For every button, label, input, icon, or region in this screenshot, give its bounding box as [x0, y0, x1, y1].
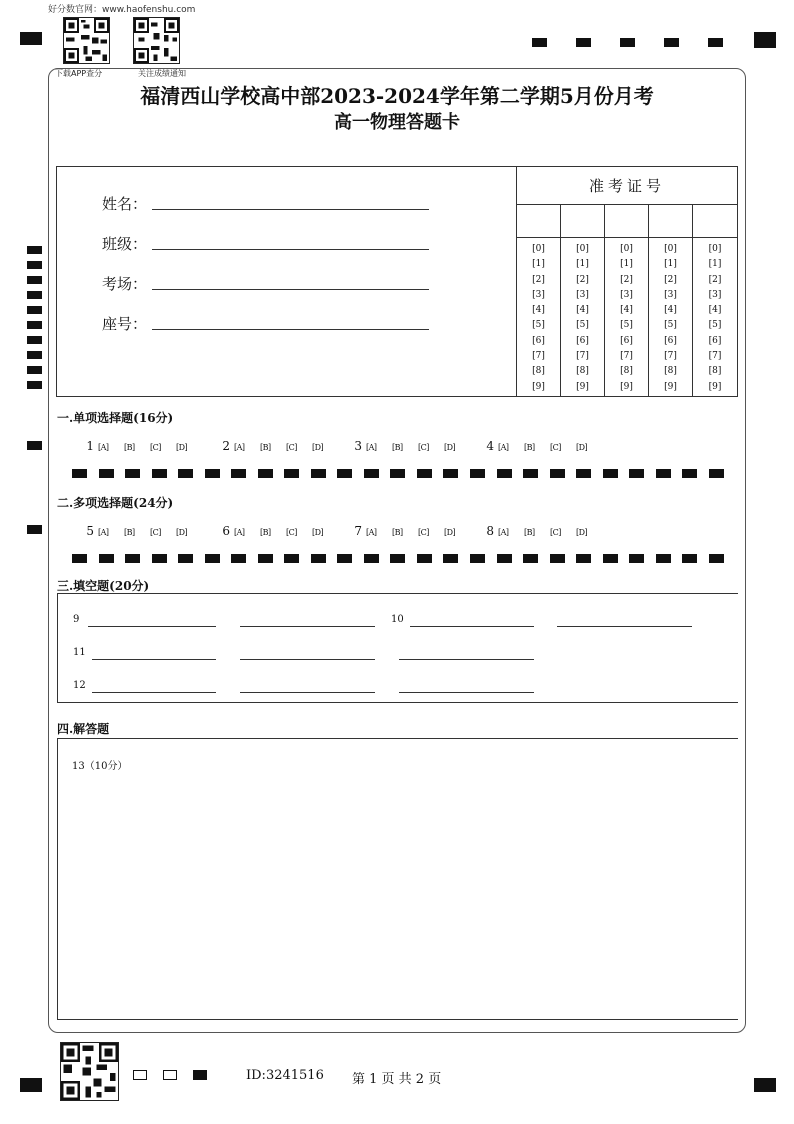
digit-bubble[interactable]: [1] — [620, 259, 633, 270]
student-info-box — [56, 166, 738, 397]
option-bubble[interactable]: [A] — [98, 528, 109, 537]
answer-line[interactable] — [410, 626, 534, 627]
digit-bubble[interactable]: [2] — [664, 274, 677, 285]
digit-bubble[interactable]: [3] — [664, 289, 677, 300]
timing-mark — [603, 554, 618, 563]
option-bubble[interactable]: [A] — [234, 528, 245, 537]
timing-mark — [443, 554, 458, 563]
corner-mark-bottom-right — [754, 1078, 776, 1092]
timing-mark — [284, 469, 299, 478]
exam-room-label: 考场： — [102, 275, 148, 293]
question-number: 6 — [222, 524, 230, 538]
digit-bubble[interactable]: [8] — [708, 366, 722, 377]
option-bubble[interactable]: [B] — [524, 528, 535, 537]
timing-mark — [523, 554, 538, 563]
digit-bubble[interactable]: [3] — [708, 289, 722, 300]
timing-mark — [205, 554, 220, 563]
digit-bubble[interactable]: [2] — [620, 274, 633, 285]
digit-bubble[interactable]: [0] — [664, 244, 677, 254]
timing-mark — [125, 554, 140, 563]
timing-mark — [709, 554, 724, 563]
option-bubble[interactable]: [D] — [176, 528, 188, 537]
option-bubble[interactable]: [B] — [260, 443, 271, 452]
option-bubble[interactable]: [A] — [498, 443, 509, 452]
answer-line[interactable] — [88, 626, 216, 627]
option-bubble[interactable]: [C] — [550, 443, 561, 452]
question-number: 9 — [73, 614, 80, 625]
timing-mark — [99, 554, 114, 563]
timing-mark — [708, 38, 723, 47]
digit-bubble[interactable]: [9] — [576, 381, 589, 392]
answer-line[interactable] — [557, 626, 692, 627]
website-text: 好分数官网：www.haofenshu.com — [48, 5, 196, 15]
option-bubble[interactable]: [C] — [418, 528, 429, 537]
timing-mark — [532, 38, 547, 47]
timing-mark — [72, 554, 87, 563]
digit-bubble[interactable]: [2] — [532, 274, 545, 285]
timing-mark — [497, 469, 512, 478]
exam-number-column[interactable] — [561, 205, 605, 396]
question-label: 13（10分） — [72, 761, 128, 772]
option-bubble[interactable]: [D] — [576, 443, 588, 452]
digit-bubble[interactable]: [1] — [576, 259, 589, 270]
option-bubble[interactable]: [D] — [176, 443, 188, 452]
exam-number-column[interactable] — [649, 205, 693, 396]
timing-mark — [72, 469, 87, 478]
digit-bubbles[interactable] — [693, 242, 737, 395]
timing-mark — [284, 554, 299, 563]
option-bubble[interactable]: [D] — [444, 443, 456, 452]
answer-line[interactable] — [92, 692, 216, 693]
question-number: 8 — [486, 524, 494, 538]
option-bubble[interactable]: [B] — [124, 528, 135, 537]
digit-bubble[interactable]: [7] — [576, 351, 589, 362]
timing-mark — [709, 469, 724, 478]
digit-bubble[interactable]: [8] — [576, 366, 589, 377]
digit-bubble[interactable]: [6] — [576, 335, 589, 346]
page-marker-filled — [193, 1070, 207, 1080]
timing-mark — [523, 469, 538, 478]
class-field[interactable] — [152, 249, 429, 250]
choice-question — [80, 524, 202, 538]
digit-bubble[interactable]: [5] — [576, 320, 589, 331]
digit-bubbles[interactable] — [517, 242, 560, 395]
timing-mark — [364, 554, 379, 563]
timing-mark — [311, 469, 326, 478]
timing-mark — [364, 469, 379, 478]
timing-strip — [72, 469, 724, 478]
class-label: 班级： — [102, 235, 148, 253]
choice-question — [80, 439, 202, 453]
option-bubble[interactable]: [B] — [260, 528, 271, 537]
digit-bubble[interactable]: [9] — [708, 381, 722, 392]
choice-question — [480, 439, 602, 453]
digit-bubble[interactable]: [7] — [532, 351, 545, 362]
digit-bubble[interactable]: [7] — [620, 351, 633, 362]
timing-mark — [125, 469, 140, 478]
digit-bubble[interactable]: [6] — [532, 335, 545, 346]
section-fill-blank: 三.填空题(20分) — [57, 579, 150, 593]
timing-mark — [311, 554, 326, 563]
timing-mark — [576, 554, 591, 563]
page-indicator: 第 1 页 共 2 页 — [352, 1072, 442, 1087]
timing-mark — [417, 469, 432, 478]
timing-mark — [258, 554, 273, 563]
digit-bubble[interactable]: [4] — [664, 305, 677, 316]
option-bubble[interactable]: [B] — [392, 443, 403, 452]
timing-mark — [497, 554, 512, 563]
page-marker-empty — [163, 1070, 177, 1080]
digit-bubble[interactable]: [4] — [532, 305, 545, 316]
timing-mark — [656, 554, 671, 563]
answer-line[interactable] — [399, 692, 534, 693]
qr-caption-follow: 关注成绩通知 — [138, 69, 186, 78]
option-bubble[interactable]: [B] — [524, 443, 535, 452]
timing-mark — [390, 554, 405, 563]
option-bubble[interactable]: [A] — [98, 443, 109, 452]
timing-mark — [629, 469, 644, 478]
name-label: 姓名： — [102, 195, 148, 213]
digit-bubble[interactable]: [2] — [708, 274, 722, 285]
option-bubble[interactable]: [C] — [418, 443, 429, 452]
timing-mark — [550, 554, 565, 563]
question-number: 4 — [486, 439, 494, 453]
timing-mark — [337, 554, 352, 563]
timing-mark — [178, 469, 193, 478]
digit-bubble[interactable]: [3] — [620, 289, 633, 300]
timing-mark — [99, 469, 114, 478]
timing-mark — [664, 38, 679, 47]
timing-mark — [550, 469, 565, 478]
digit-bubble[interactable]: [5] — [708, 320, 722, 331]
timing-mark — [152, 554, 167, 563]
personal-info-area — [57, 167, 517, 396]
option-bubble[interactable]: [B] — [124, 443, 135, 452]
page-subtitle: 高一物理答题卡 — [334, 112, 460, 133]
timing-mark — [682, 554, 697, 563]
choice-question — [348, 524, 470, 538]
timing-mark — [629, 554, 644, 563]
digit-bubble[interactable]: [2] — [576, 274, 589, 285]
answer-line[interactable] — [240, 692, 375, 693]
seat-label: 座号： — [102, 315, 148, 333]
choice-question — [216, 524, 338, 538]
exam-room-field[interactable] — [152, 289, 429, 290]
digit-bubble[interactable]: [6] — [664, 335, 677, 346]
section-single-choice: 一.单项选择题(16分) — [57, 411, 174, 425]
option-bubble[interactable]: [D] — [312, 528, 324, 537]
seat-field[interactable] — [152, 329, 429, 330]
name-field[interactable] — [152, 209, 429, 210]
timing-mark — [620, 38, 635, 47]
digit-bubble[interactable]: [9] — [532, 381, 545, 392]
timing-mark — [682, 469, 697, 478]
qr-code-follow-notice — [133, 17, 180, 64]
choice-question — [216, 439, 338, 453]
question-number: 1 — [86, 439, 94, 453]
corner-mark-top-right — [754, 32, 776, 48]
option-bubble[interactable]: [B] — [392, 528, 403, 537]
digit-bubbles[interactable] — [649, 242, 692, 395]
qr-code-download-app — [63, 17, 110, 64]
option-bubble[interactable]: [C] — [150, 443, 161, 452]
digit-bubbles[interactable] — [605, 242, 648, 395]
question-number: 3 — [354, 439, 362, 453]
timing-mark — [231, 469, 246, 478]
exam-number-column[interactable] — [517, 205, 561, 396]
answer-line[interactable] — [240, 626, 375, 627]
question-number: 7 — [354, 524, 362, 538]
digit-bubble[interactable]: [5] — [532, 320, 545, 331]
digit-bubble[interactable]: [4] — [708, 305, 722, 316]
timing-mark — [576, 469, 591, 478]
timing-mark — [443, 469, 458, 478]
corner-mark-top-left — [20, 32, 42, 45]
digit-bubble[interactable]: [8] — [664, 366, 677, 377]
digit-bubble[interactable]: [3] — [576, 289, 589, 300]
timing-mark — [390, 469, 405, 478]
timing-mark — [205, 469, 220, 478]
option-bubble[interactable]: [C] — [286, 443, 297, 452]
answer-line[interactable] — [399, 659, 534, 660]
digit-bubble[interactable]: [9] — [620, 381, 633, 392]
timing-mark — [656, 469, 671, 478]
question-number: 11 — [73, 647, 86, 658]
exam-number-column[interactable] — [693, 205, 737, 396]
qr-caption-download: 下载APP查分 — [55, 69, 103, 78]
timing-mark — [152, 469, 167, 478]
timing-strip — [72, 554, 724, 563]
digit-bubble[interactable]: [4] — [620, 305, 633, 316]
option-bubble[interactable]: [D] — [312, 443, 324, 452]
digit-bubble[interactable]: [7] — [708, 351, 722, 362]
exam-number-title: 准考证号 — [517, 167, 737, 205]
option-bubble[interactable]: [A] — [366, 528, 377, 537]
digit-bubble[interactable]: [8] — [532, 366, 545, 377]
question-number: 10 — [391, 614, 404, 625]
digit-bubble[interactable]: [4] — [576, 305, 589, 316]
digit-bubble[interactable]: [8] — [620, 366, 633, 377]
question-number: 5 — [86, 524, 94, 538]
timing-mark — [417, 554, 432, 563]
digit-bubble[interactable]: [5] — [620, 320, 633, 331]
exam-number-grid — [517, 167, 737, 396]
timing-mark — [470, 554, 485, 563]
section-solve: 四.解答题 — [57, 722, 110, 736]
option-bubble[interactable]: [C] — [150, 528, 161, 537]
timing-mark — [603, 469, 618, 478]
exam-number-column[interactable] — [605, 205, 649, 396]
option-bubble[interactable]: [A] — [366, 443, 377, 452]
question-number: 12 — [73, 680, 86, 691]
digit-bubble[interactable]: [0] — [620, 244, 633, 254]
digit-bubble[interactable]: [1] — [532, 259, 545, 270]
timing-mark — [576, 38, 591, 47]
option-bubble[interactable]: [A] — [498, 528, 509, 537]
timing-mark — [470, 469, 485, 478]
fill-blank-box — [57, 593, 738, 703]
answer-line[interactable] — [240, 659, 375, 660]
timing-mark — [178, 554, 193, 563]
digit-bubble[interactable]: [7] — [664, 351, 677, 362]
digit-bubble[interactable]: [6] — [620, 335, 633, 346]
corner-mark-bottom-left — [20, 1078, 42, 1092]
section-multi-choice: 二.多项选择题(24分) — [57, 496, 174, 510]
answer-area-13[interactable] — [57, 738, 738, 1020]
choice-question — [348, 439, 470, 453]
digit-bubble[interactable]: [1] — [664, 259, 677, 270]
digit-bubble[interactable]: [0] — [708, 244, 722, 254]
option-bubble[interactable]: [D] — [576, 528, 588, 537]
page-title: 福清西山学校高中部2023-2024学年第二学期5月份月考 — [140, 84, 654, 108]
question-number: 2 — [222, 439, 230, 453]
digit-bubble[interactable]: [0] — [576, 244, 589, 254]
answer-line[interactable] — [92, 659, 216, 660]
digit-bubble[interactable]: [0] — [532, 244, 545, 254]
option-bubble[interactable]: [C] — [550, 528, 561, 537]
digit-bubble[interactable]: [9] — [664, 381, 677, 392]
digit-bubbles[interactable] — [561, 242, 604, 395]
qr-code-footer — [60, 1042, 119, 1101]
sheet-id: ID:3241516 — [246, 1068, 324, 1083]
digit-bubble[interactable]: [6] — [708, 335, 722, 346]
digit-bubble[interactable]: [5] — [664, 320, 677, 331]
digit-bubble[interactable]: [3] — [532, 289, 545, 300]
option-bubble[interactable]: [A] — [234, 443, 245, 452]
option-bubble[interactable]: [C] — [286, 528, 297, 537]
choice-question — [480, 524, 602, 538]
option-bubble[interactable]: [D] — [444, 528, 456, 537]
digit-bubble[interactable]: [1] — [708, 259, 722, 270]
timing-mark — [337, 469, 352, 478]
page-marker-empty — [133, 1070, 147, 1080]
timing-mark — [231, 554, 246, 563]
timing-mark — [258, 469, 273, 478]
